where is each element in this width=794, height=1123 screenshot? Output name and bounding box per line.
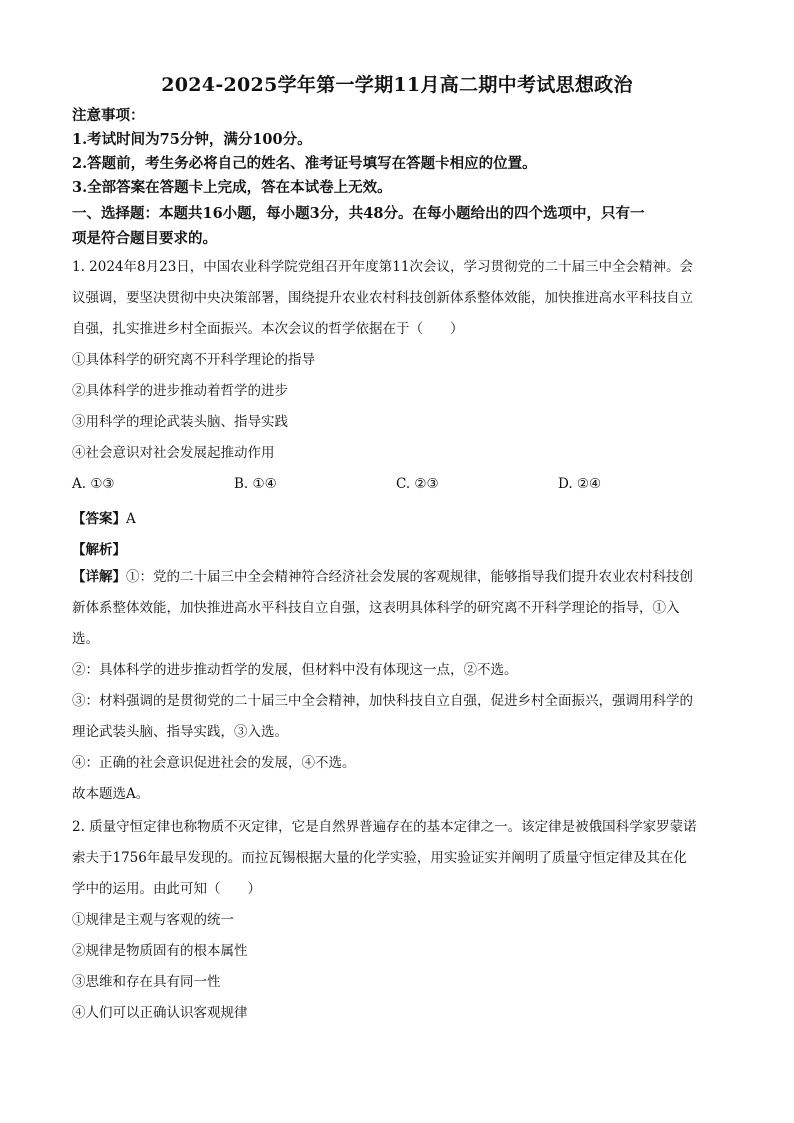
notice-item: 1.考试时间为75分钟，满分100分。	[72, 131, 312, 148]
answer-value: A	[126, 511, 136, 527]
statement: ④人们可以正确认识客观规律	[72, 1005, 248, 1021]
detail-line: ③：材料强调的是贯彻党的二十届三中全会精神，加快科技自立自强，促进乡村全面振兴，强调用科学的	[72, 693, 693, 709]
question-2-stem	[72, 812, 727, 1029]
option-a: A. ①③	[72, 476, 115, 492]
option-b: B. ①④	[234, 476, 277, 492]
answer-tag: 【答案】	[72, 511, 126, 527]
stem-line: 索夫于1756年最早发现的。而拉瓦锡根据大量的化学实验，用实验证实并阐明了质量守恒定律及其在化	[72, 850, 687, 866]
notice-heading: 注意事项：	[72, 107, 145, 124]
detail-line: ②：具体科学的进步推动哲学的发展，但材料中没有体现这一点，②不选。	[72, 662, 518, 678]
stem-line: 2. 质量守恒定律也称物质不灭定律，它是自然界普遍存在的基本定律之一。该定律是被俄国科学家罗蒙诺	[72, 819, 697, 835]
statement: ③思维和存在具有同一性	[72, 974, 221, 990]
statement: ②规律是物质固有的根本属性	[72, 943, 248, 959]
option-d: D. ②④	[558, 476, 602, 492]
notice-item: 3.全部答案在答题卡上完成，答在本试卷上无效。	[72, 179, 392, 196]
statement: ③用科学的理论武装头脑、指导实践	[72, 414, 288, 430]
option-c: C. ②③	[396, 476, 439, 492]
question-1-options	[72, 476, 722, 492]
detail-conclusion: 故本题选A。	[72, 786, 150, 802]
section-heading-line: 一、选择题：本题共16小题，每小题3分，共48分。在每小题给出的四个选项中，只有一	[72, 205, 645, 222]
notice-block	[72, 104, 732, 200]
section-heading	[72, 201, 732, 251]
detail-text: ①：党的二十届三中全会精神符合经济社会发展的客观规律，能够指导我们提升农业农村科技创	[126, 569, 693, 585]
statement: ①规律是主观与客观的统一	[72, 912, 234, 928]
notice-item: 2.答题前，考生务必将自己的姓名、准考证号填写在答题卡相应的位置。	[72, 155, 537, 172]
stem-line: 议强调，要坚决贯彻中央决策部署，围绕提升农业农村科技创新体系整体效能，加快推进高水平科技自立	[72, 290, 693, 306]
detail-line: 新体系整体效能，加快推进高水平科技自立自强，这表明具体科学的研究离不开科学理论的指导，①入	[72, 600, 680, 616]
statement: ②具体科学的进步推动着哲学的进步	[72, 383, 288, 399]
detail-line: 选。	[72, 631, 99, 647]
detail-line	[72, 562, 727, 593]
stem-line: 1. 2024年8月23日，中国农业科学院党组召开年度第11次会议，学习贯彻党的二十届三中全会精神。会	[72, 259, 693, 275]
section-heading-line: 项是符合题目要求的。	[72, 230, 217, 247]
statement: ①具体科学的研究离不开科学理论的指导	[72, 352, 315, 368]
analysis-tag: 【解析】	[72, 542, 126, 558]
detail-tag: 【详解】	[72, 569, 126, 585]
statement: ④社会意识对社会发展起推动作用	[72, 445, 275, 461]
detail-line: 理论武装头脑、指导实践，③入选。	[72, 724, 288, 740]
question-1-detail	[72, 562, 727, 810]
answer-line	[72, 507, 136, 527]
detail-line: ④：正确的社会意识促进社会的发展，④不选。	[72, 755, 356, 771]
question-1-stem	[72, 252, 727, 469]
page-title: 2024-2025学年第一学期11月高二期中考试思想政治	[161, 74, 633, 96]
stem-line: 学中的运用。由此可知（ ）	[72, 881, 261, 897]
stem-line: 自强，扎实推进乡村全面振兴。本次会议的哲学依据在于（ ）	[72, 321, 464, 337]
